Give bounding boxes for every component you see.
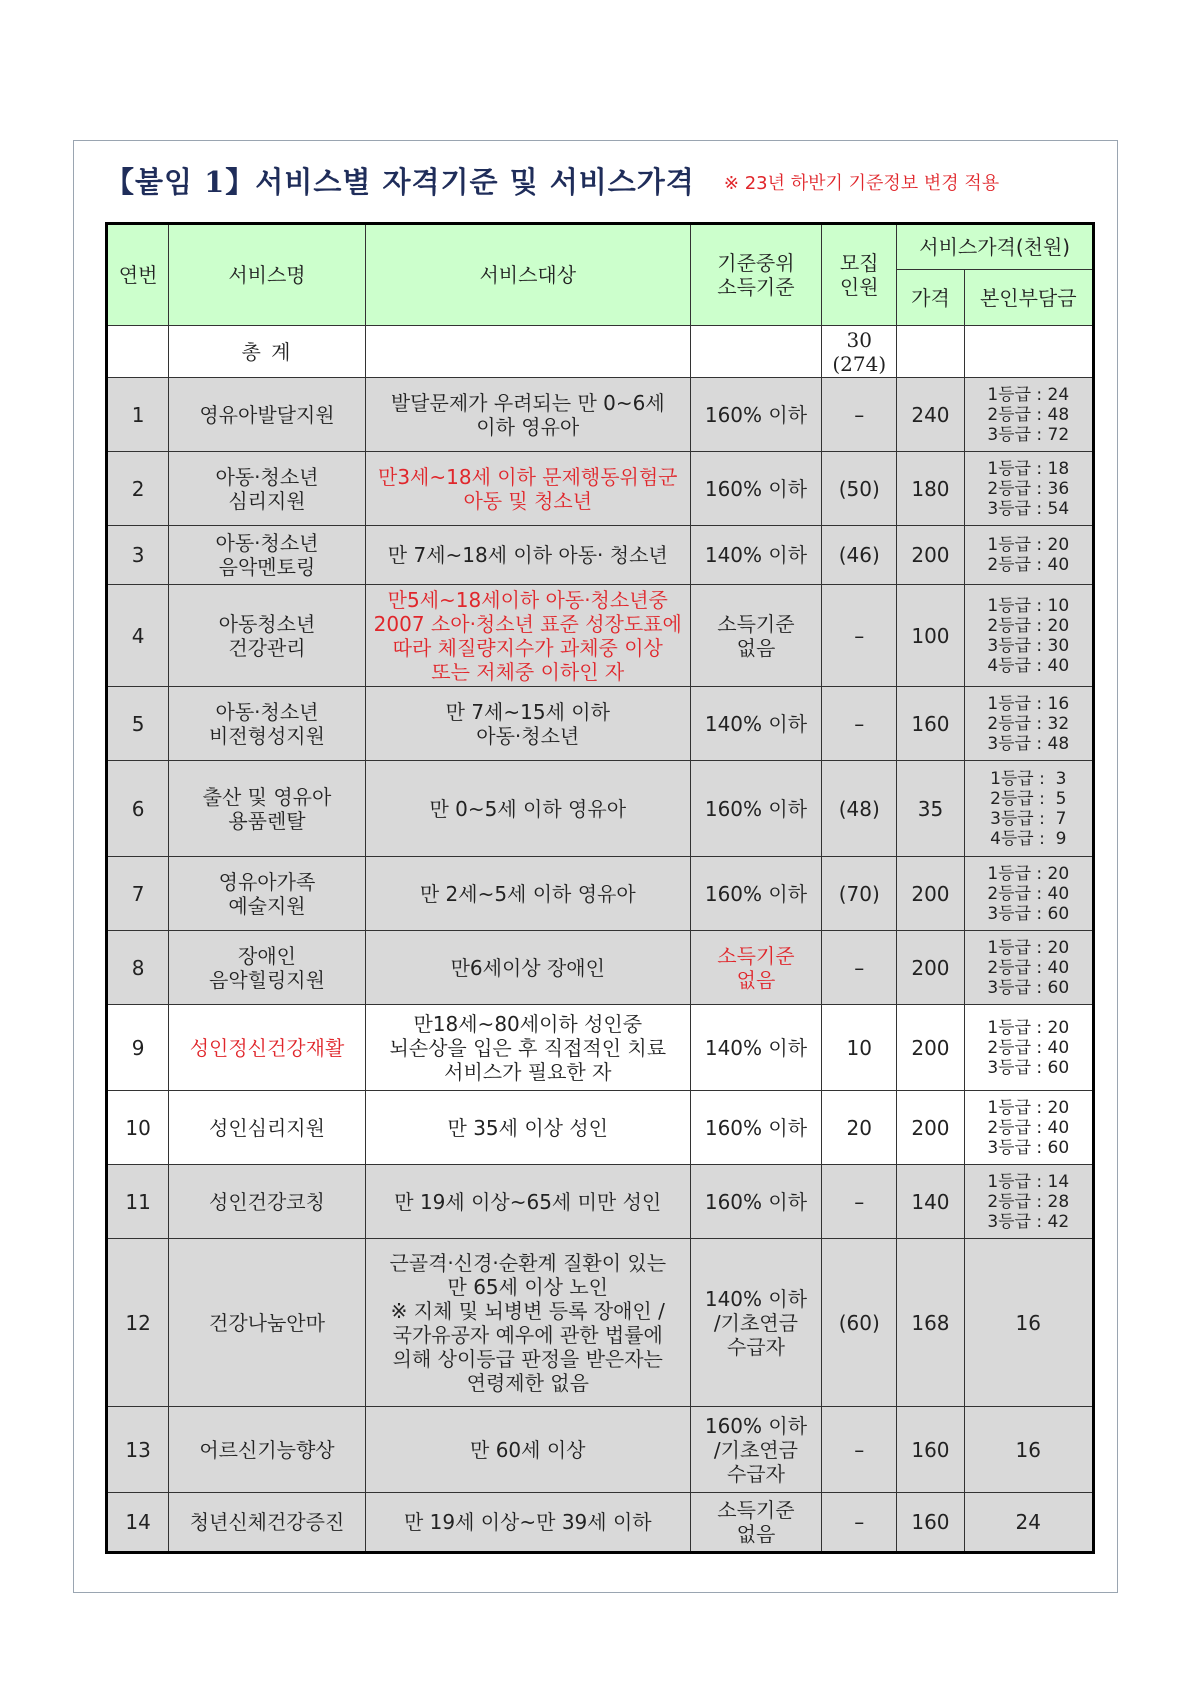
row-income: 160% 이하	[690, 761, 821, 857]
row-name: 아동·청소년 음악멘토링	[169, 526, 366, 585]
row-income: 소득기준 없음	[690, 585, 821, 687]
row-copay: 1등급 : 20 2등급 : 40 3등급 : 60	[987, 1017, 1070, 1078]
row-recruit: –	[822, 1493, 897, 1553]
row-price: 140	[897, 1165, 964, 1239]
row-no: 5	[107, 687, 169, 761]
row-income: 160% 이하	[690, 1165, 821, 1239]
row-name: 아동청소년 건강관리	[169, 585, 366, 687]
row-income: 140% 이하	[690, 1005, 821, 1091]
row-target: 발달문제가 우려되는 만 0~6세 이하 영유아	[365, 378, 690, 452]
table-row	[107, 1407, 1094, 1493]
header-target: 서비스대상	[365, 224, 690, 326]
row-name: 청년신체건강증진	[169, 1493, 366, 1553]
table-row	[107, 687, 1094, 761]
row-no: 3	[107, 526, 169, 585]
row-recruit: 10	[822, 1005, 897, 1091]
header-price-group: 서비스가격(천원)	[897, 224, 1094, 270]
row-income: 140% 이하	[690, 526, 821, 585]
row-target: 만 19세 이상~만 39세 이하	[365, 1493, 690, 1553]
row-price: 200	[897, 526, 964, 585]
header-name: 서비스명	[169, 224, 366, 326]
row-no: 7	[107, 857, 169, 931]
page-title: 【붙임 1】서비스별 자격기준 및 서비스가격	[105, 165, 695, 199]
table-row	[107, 526, 1094, 585]
row-target: 만5세~18세이하 아동·청소년중 2007 소아·청소년 표준 성장도표에 따라 체질량지수가 과체중 이상 또는 저체중 이하인 자	[365, 585, 690, 687]
row-recruit: (70)	[822, 857, 897, 931]
table-row	[107, 585, 1094, 687]
row-copay: 1등급 : 20 2등급 : 40 3등급 : 60	[987, 1097, 1070, 1158]
row-target: 만 0~5세 이하 영유아	[365, 761, 690, 857]
row-income: 소득기준 없음	[690, 931, 821, 1005]
row-copay: 16	[964, 1239, 1093, 1407]
row-no: 14	[107, 1493, 169, 1553]
header-recruit: 모집 인원	[822, 224, 897, 326]
row-income: 160% 이하	[690, 857, 821, 931]
row-income: 160% 이하 /기초연금 수급자	[690, 1407, 821, 1493]
row-copay: 1등급 : 14 2등급 : 28 3등급 : 42	[987, 1171, 1070, 1232]
row-copay: 1등급 : 20 2등급 : 40 3등급 : 60	[987, 937, 1070, 998]
row-target: 만3세~18세 이하 문제행동위험군 아동 및 청소년	[365, 452, 690, 526]
table-row	[107, 857, 1094, 931]
row-target: 만 7세~15세 이하 아동·청소년	[365, 687, 690, 761]
row-no: 13	[107, 1407, 169, 1493]
row-no: 12	[107, 1239, 169, 1407]
row-name: 장애인 음악힐링지원	[169, 931, 366, 1005]
row-no: 1	[107, 378, 169, 452]
row-name: 영유아가족 예술지원	[169, 857, 366, 931]
total-label: 총 계	[169, 326, 366, 378]
row-no: 2	[107, 452, 169, 526]
row-price: 200	[897, 1005, 964, 1091]
row-price: 200	[897, 1091, 964, 1165]
row-recruit: –	[822, 687, 897, 761]
row-recruit: (46)	[822, 526, 897, 585]
row-income: 160% 이하	[690, 452, 821, 526]
row-name: 성인건강코칭	[169, 1165, 366, 1239]
row-target: 만 2세~5세 이하 영유아	[365, 857, 690, 931]
header-copay: 본인부담금	[964, 270, 1093, 326]
row-income: 140% 이하 /기초연금 수급자	[690, 1239, 821, 1407]
table-row	[107, 378, 1094, 452]
row-price: 240	[897, 378, 964, 452]
row-price: 200	[897, 931, 964, 1005]
row-recruit: –	[822, 931, 897, 1005]
row-no: 4	[107, 585, 169, 687]
row-recruit: 20	[822, 1091, 897, 1165]
table-row	[107, 452, 1094, 526]
row-copay: 1등급 : 16 2등급 : 32 3등급 : 48	[987, 693, 1070, 754]
row-recruit: –	[822, 585, 897, 687]
row-target: 만 7세~18세 이하 아동· 청소년	[365, 526, 690, 585]
row-no: 9	[107, 1005, 169, 1091]
table-row	[107, 761, 1094, 857]
row-name: 성인심리지원	[169, 1091, 366, 1165]
row-price: 160	[897, 1493, 964, 1553]
row-name: 건강나눔안마	[169, 1239, 366, 1407]
row-copay: 1등급 : 20 2등급 : 40 3등급 : 60	[987, 863, 1070, 924]
update-note: ※ 23년 하반기 기준정보 변경 적용	[723, 173, 1000, 194]
row-name: 영유아발달지원	[169, 378, 366, 452]
row-income: 소득기준 없음	[690, 1493, 821, 1553]
row-copay: 1등급 : 18 2등급 : 36 3등급 : 54	[987, 458, 1070, 519]
row-no: 11	[107, 1165, 169, 1239]
row-price: 200	[897, 857, 964, 931]
header-no: 연번	[107, 224, 169, 326]
row-price: 100	[897, 585, 964, 687]
row-copay: 1등급 : 20 2등급 : 40	[987, 535, 1070, 575]
header-price: 가격	[897, 270, 964, 326]
row-name: 성인정신건강재활	[169, 1005, 366, 1091]
row-name: 어르신기능향상	[169, 1407, 366, 1493]
row-no: 6	[107, 761, 169, 857]
row-income: 160% 이하	[690, 1091, 821, 1165]
row-target: 만 19세 이상~65세 미만 성인	[365, 1165, 690, 1239]
total-no	[107, 326, 169, 378]
row-recruit: (60)	[822, 1239, 897, 1407]
row-recruit: –	[822, 378, 897, 452]
row-target: 만 60세 이상	[365, 1407, 690, 1493]
row-price: 160	[897, 687, 964, 761]
row-recruit: (48)	[822, 761, 897, 857]
title-row	[105, 160, 999, 201]
row-target: 근골격·신경·순환계 질환이 있는 만 65세 이상 노인 ※ 지체 및 뇌병변 등록 장애인 / 국가유공자 예우에 관한 법률에 의해 상이등급 판정을 받은자는 연령제한 없음	[365, 1239, 690, 1407]
table-row	[107, 1005, 1094, 1091]
row-copay: 1등급 : 10 2등급 : 20 3등급 : 30 4등급 : 40	[987, 595, 1070, 676]
row-target: 만18세~80세이하 성인중 뇌손상을 입은 후 직접적인 치료 서비스가 필요한 자	[365, 1005, 690, 1091]
row-copay: 1등급 : 24 2등급 : 48 3등급 : 72	[987, 384, 1070, 445]
row-price: 160	[897, 1407, 964, 1493]
table-row	[107, 1239, 1094, 1407]
row-copay: 1등급 : 3 2등급 : 5 3등급 : 7 4등급 : 9	[990, 768, 1067, 849]
table-row	[107, 931, 1094, 1005]
row-income: 160% 이하	[690, 378, 821, 452]
row-name: 아동·청소년 비전형성지원	[169, 687, 366, 761]
header-income: 기준중위 소득기준	[690, 224, 821, 326]
table-row	[107, 1091, 1094, 1165]
service-table	[105, 222, 1095, 1554]
row-price: 35	[897, 761, 964, 857]
row-name: 출산 및 영유아 용품렌탈	[169, 761, 366, 857]
table-row	[107, 1493, 1094, 1553]
row-name: 아동·청소년 심리지원	[169, 452, 366, 526]
row-copay: 24	[964, 1493, 1093, 1553]
row-copay: 16	[964, 1407, 1093, 1493]
row-target: 만6세이상 장애인	[365, 931, 690, 1005]
row-recruit: –	[822, 1407, 897, 1493]
row-target: 만 35세 이상 성인	[365, 1091, 690, 1165]
row-no: 8	[107, 931, 169, 1005]
row-recruit: (50)	[822, 452, 897, 526]
total-recruit: 30 (274)	[822, 326, 897, 378]
row-income: 140% 이하	[690, 687, 821, 761]
row-no: 10	[107, 1091, 169, 1165]
total-row	[107, 326, 1094, 378]
row-price: 168	[897, 1239, 964, 1407]
row-recruit: –	[822, 1165, 897, 1239]
row-price: 180	[897, 452, 964, 526]
table-row	[107, 1165, 1094, 1239]
